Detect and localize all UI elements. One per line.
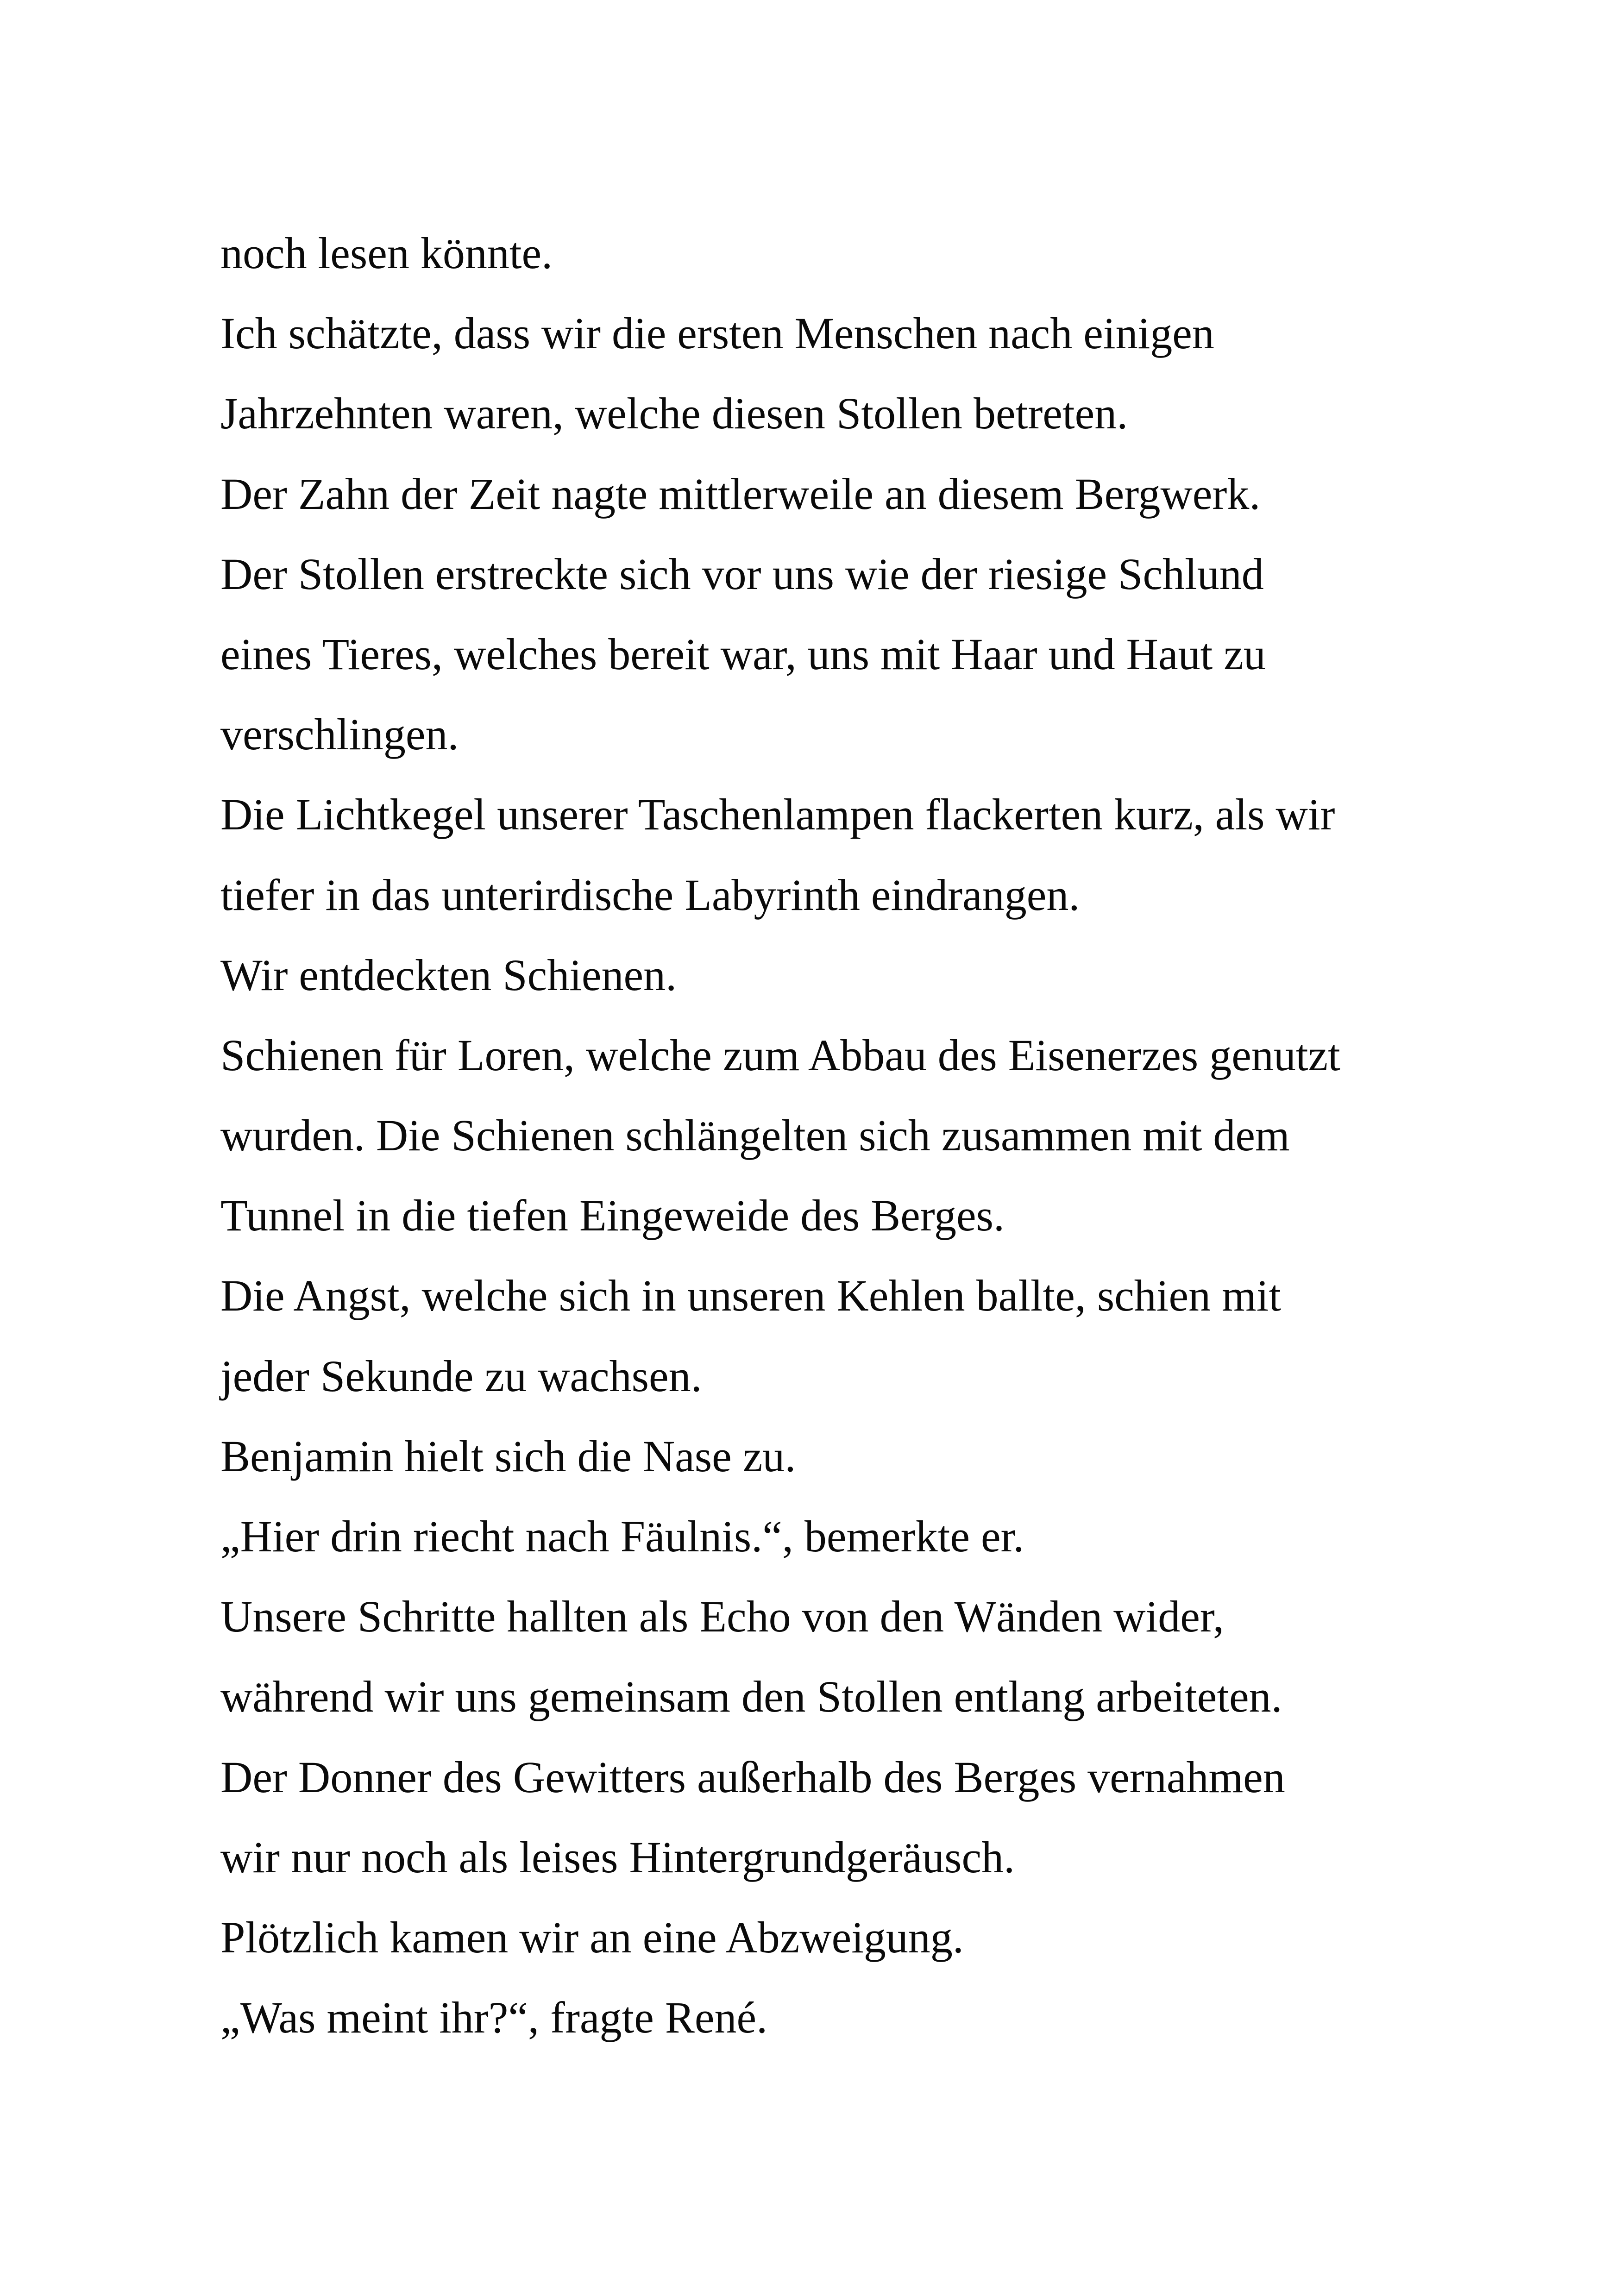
text-line: Ich schätzte, dass wir die ersten Menschen nach einigen xyxy=(220,308,1214,358)
text-line: Unsere Schritte hallten als Echo von den Wänden wider, xyxy=(220,1592,1225,1642)
text-line: Der Donner des Gewitters außerhalb des Berges vernahmen xyxy=(220,1752,1285,1802)
text-line: wurden. Die Schienen schlängelten sich zusammen mit dem xyxy=(220,1110,1290,1161)
text-line: Die Lichtkegel unserer Taschenlampen flackerten kurz, als wir xyxy=(220,790,1335,840)
text-line: Jahrzehnten waren, welche diesen Stollen betreten. xyxy=(220,389,1128,439)
text-line: Wir entdeckten Schienen. xyxy=(220,950,677,1000)
text-line: verschlingen. xyxy=(220,709,459,759)
text-line: Der Stollen erstreckte sich vor uns wie der riesige Schlund xyxy=(220,549,1264,599)
text-line: „Was meint ihr?“, fragte René. xyxy=(220,1993,768,2043)
text-line: während wir uns gemeinsam den Stollen entlang arbeiteten. xyxy=(220,1672,1282,1722)
text-line: Plötzlich kamen wir an eine Abzweigung. xyxy=(220,1912,964,1962)
text-line: Der Zahn der Zeit nagte mittlerweile an diesem Bergwerk. xyxy=(220,469,1261,519)
text-line: Schienen für Loren, welche zum Abbau des Eisenerzes genutzt xyxy=(220,1030,1340,1080)
text-line: eines Tieres, welches bereit war, uns mit Haar und Haut zu xyxy=(220,629,1266,679)
text-line: Benjamin hielt sich die Nase zu. xyxy=(220,1431,796,1481)
text-line: wir nur noch als leises Hintergrundgeräusch. xyxy=(220,1832,1015,1882)
document-body xyxy=(220,213,1471,2058)
text-line: jeder Sekunde zu wachsen. xyxy=(220,1351,702,1401)
text-line: tiefer in das unterirdische Labyrinth eindrangen. xyxy=(220,870,1080,920)
text-line: Tunnel in die tiefen Eingeweide des Berges. xyxy=(220,1191,1005,1241)
text-line: „Hier drin riecht nach Fäulnis.“, bemerkte er. xyxy=(220,1512,1024,1561)
text-line: noch lesen könnte. xyxy=(220,228,553,278)
text-line: Die Angst, welche sich in unseren Kehlen ballte, schien mit xyxy=(220,1271,1282,1321)
